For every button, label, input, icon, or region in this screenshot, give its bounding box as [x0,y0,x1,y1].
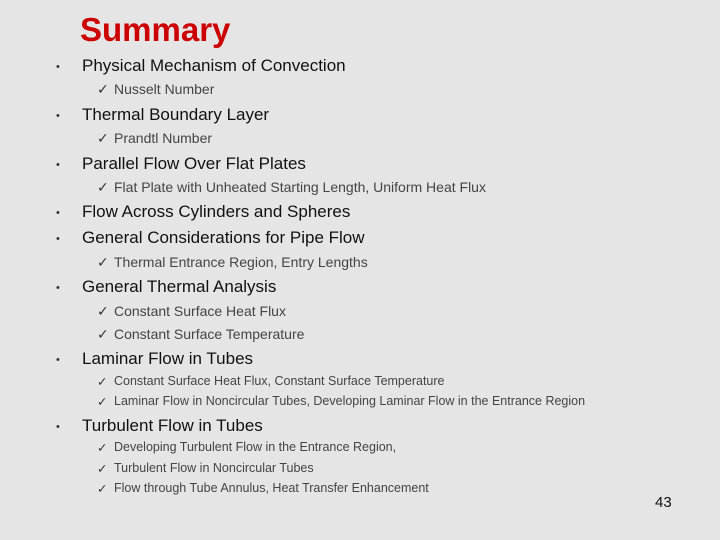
bullet-text: Thermal Boundary Layer [82,105,270,124]
bullet-text: Turbulent Flow in Tubes [82,416,263,435]
checkmark-icon: ✓ [97,179,109,195]
bullet-text: Flow Across Cylinders and Spheres [82,202,351,221]
bullet-icon: • [56,61,60,73]
checkmark-icon: ✓ [97,254,109,270]
bullet-icon: • [56,207,60,219]
sub-item-text: Prandtl Number [114,130,213,146]
bullet-text: Parallel Flow Over Flat Plates [82,154,306,173]
sub-item-text: Constant Surface Temperature [114,326,305,342]
bullet-text: Laminar Flow in Tubes [82,349,254,368]
checkmark-icon: ✓ [97,441,108,455]
sub-item-text: Constant Surface Heat Flux [114,303,286,319]
bullet-icon: • [56,354,60,366]
checkmark-icon: ✓ [97,395,108,409]
sub-item-text: Flow through Tube Annulus, Heat Transfer Enhancement [114,481,429,495]
sub-item-text: Constant Surface Heat Flux, Constant Surface Temperature [114,374,445,388]
bullet-icon: • [56,233,60,245]
sub-item-text: Thermal Entrance Region, Entry Lengths [114,254,368,270]
bullet-icon: • [56,282,60,294]
sub-item-text: Developing Turbulent Flow in the Entrance Region, [114,440,397,454]
checkmark-icon: ✓ [97,375,108,389]
bullet-text: General Considerations for Pipe Flow [82,228,365,247]
sub-item-text: Laminar Flow in Noncircular Tubes, Developing Laminar Flow in the Entrance Region [114,394,586,408]
bullet-text: General Thermal Analysis [82,277,277,296]
checkmark-icon: ✓ [97,326,109,342]
bullet-text: Physical Mechanism of Convection [82,56,346,75]
page-number: 43 [655,494,672,511]
checkmark-icon: ✓ [97,482,108,496]
sub-item-text: Flat Plate with Unheated Starting Length, Uniform Heat Flux [114,179,486,195]
sub-item-text: Nusselt Number [114,81,215,97]
sub-item-text: Turbulent Flow in Noncircular Tubes [114,461,314,475]
checkmark-icon: ✓ [97,130,109,146]
bullet-icon: • [56,159,60,171]
bullet-icon: • [56,110,60,122]
bullet-icon: • [56,421,60,433]
checkmark-icon: ✓ [97,303,109,319]
slide-title: Summary [80,11,231,48]
checkmark-icon: ✓ [97,81,109,97]
checkmark-icon: ✓ [97,462,108,476]
